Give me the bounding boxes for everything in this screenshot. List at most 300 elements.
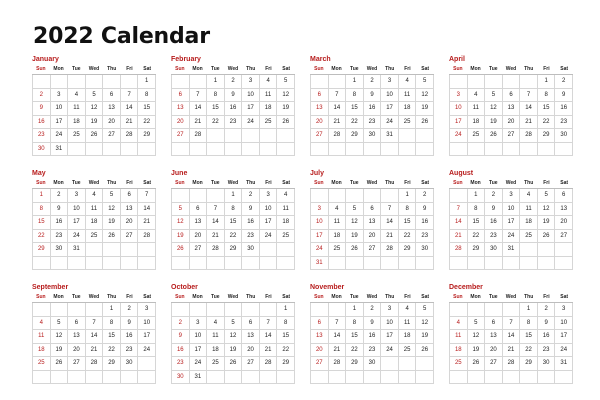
day-cell: 1 [468, 189, 486, 203]
month-october [171, 283, 295, 386]
day-cell: 27 [190, 243, 208, 257]
day-cell: 3 [51, 89, 69, 103]
day-cell: 6 [555, 189, 573, 203]
weekday-header [32, 65, 156, 75]
empty-cell [450, 189, 468, 203]
day-cell: 19 [468, 344, 486, 358]
day-cell: 26 [416, 344, 434, 358]
day-cell: 10 [381, 317, 399, 331]
empty-cell [86, 303, 104, 317]
empty-cell [121, 257, 139, 271]
day-cell: 19 [346, 230, 364, 244]
day-cell: 23 [51, 230, 69, 244]
empty-cell [555, 243, 573, 257]
weekday-label: Tue [72, 66, 81, 72]
day-cell: 20 [190, 230, 208, 244]
day-cell: 30 [33, 143, 51, 157]
day-cell: 6 [172, 89, 190, 103]
day-cell: 25 [399, 116, 417, 130]
day-cell: 14 [329, 330, 347, 344]
day-cell: 21 [381, 230, 399, 244]
day-cell: 23 [485, 230, 503, 244]
empty-cell [242, 303, 260, 317]
weekday-header [310, 179, 434, 189]
day-cell: 24 [190, 357, 208, 371]
day-cell: 16 [364, 102, 382, 116]
day-cell: 3 [311, 203, 329, 217]
day-cell: 15 [33, 216, 51, 230]
day-cell: 4 [207, 317, 225, 331]
empty-cell [207, 143, 225, 157]
day-cell: 28 [329, 357, 347, 371]
weekday-label: Tue [211, 180, 220, 186]
day-cell: 29 [225, 243, 243, 257]
day-cell: 7 [503, 317, 521, 331]
empty-cell [503, 143, 521, 157]
day-cell: 1 [346, 303, 364, 317]
day-cell: 17 [138, 330, 156, 344]
weekday-header [449, 65, 573, 75]
day-cell: 8 [399, 203, 417, 217]
empty-cell [416, 143, 434, 157]
day-cell: 29 [346, 129, 364, 143]
day-cell: 12 [103, 203, 121, 217]
weekday-label: Sat [560, 180, 569, 186]
day-cell: 6 [103, 89, 121, 103]
empty-cell [503, 75, 521, 89]
day-cell: 28 [121, 129, 139, 143]
day-cell: 3 [242, 75, 260, 89]
weekday-label: Wed [88, 294, 100, 300]
weekday-label: Mon [470, 66, 481, 72]
weekday-label: Fri [126, 180, 133, 186]
empty-cell [103, 371, 121, 385]
day-cell: 29 [277, 357, 295, 371]
empty-cell [172, 257, 190, 271]
day-cell: 26 [485, 129, 503, 143]
day-cell: 29 [538, 129, 556, 143]
day-cell: 27 [503, 129, 521, 143]
day-cell: 2 [225, 75, 243, 89]
empty-cell [277, 129, 295, 143]
day-cell: 17 [68, 216, 86, 230]
day-cell: 9 [242, 203, 260, 217]
day-cell: 16 [485, 216, 503, 230]
day-cell: 5 [225, 317, 243, 331]
day-cell: 15 [399, 216, 417, 230]
day-cell: 3 [555, 303, 573, 317]
day-cell: 2 [33, 89, 51, 103]
day-cell: 19 [416, 330, 434, 344]
day-cell: 14 [190, 102, 208, 116]
weekday-label: Tue [489, 180, 498, 186]
empty-cell [450, 143, 468, 157]
day-cell: 26 [51, 357, 69, 371]
empty-cell [207, 129, 225, 143]
month-january [32, 55, 156, 158]
day-cell: 30 [51, 243, 69, 257]
weekday-label: Sat [421, 180, 430, 186]
empty-cell [260, 129, 278, 143]
day-cell: 1 [138, 75, 156, 89]
weekday-label: Mon [53, 66, 64, 72]
weekday-label: Wed [227, 180, 239, 186]
empty-cell [190, 143, 208, 157]
day-cell: 5 [538, 189, 556, 203]
weekday-label: Fri [126, 294, 133, 300]
empty-cell [485, 75, 503, 89]
month-november [310, 283, 434, 386]
empty-cell [121, 143, 139, 157]
empty-cell [103, 75, 121, 89]
day-cell: 13 [68, 330, 86, 344]
empty-cell [399, 371, 417, 385]
day-cell: 10 [190, 330, 208, 344]
day-cell: 26 [468, 357, 486, 371]
day-cell: 19 [172, 230, 190, 244]
weekday-label: Sat [143, 180, 152, 186]
day-cell: 24 [242, 116, 260, 130]
day-cell: 12 [277, 89, 295, 103]
weekday-label: Sun [175, 294, 185, 300]
empty-cell [468, 303, 486, 317]
day-cell: 9 [33, 102, 51, 116]
day-cell: 10 [381, 89, 399, 103]
empty-cell [86, 243, 104, 257]
day-cell: 27 [242, 357, 260, 371]
empty-cell [329, 75, 347, 89]
weekday-label: Mon [331, 66, 342, 72]
day-cell: 14 [520, 102, 538, 116]
weekday-label: Wed [366, 66, 378, 72]
empty-cell [138, 371, 156, 385]
empty-cell [190, 303, 208, 317]
empty-cell [51, 371, 69, 385]
weekday-label: Thu [524, 294, 534, 300]
day-cell: 5 [86, 89, 104, 103]
empty-cell [242, 257, 260, 271]
days-grid [310, 303, 434, 384]
weekday-label: Sun [453, 66, 463, 72]
empty-cell [68, 257, 86, 271]
day-cell: 26 [103, 230, 121, 244]
day-cell: 17 [190, 344, 208, 358]
weekday-label: Thu [107, 66, 117, 72]
day-cell: 26 [416, 116, 434, 130]
day-cell: 13 [172, 102, 190, 116]
day-cell: 4 [68, 89, 86, 103]
day-cell: 19 [225, 344, 243, 358]
weekday-label: Wed [505, 66, 517, 72]
day-cell: 29 [346, 357, 364, 371]
day-cell: 16 [121, 330, 139, 344]
empty-cell [260, 143, 278, 157]
day-cell: 6 [311, 89, 329, 103]
day-cell: 30 [416, 243, 434, 257]
day-cell: 1 [538, 75, 556, 89]
day-cell: 7 [86, 317, 104, 331]
day-cell: 30 [485, 243, 503, 257]
weekday-label: Fri [404, 294, 411, 300]
empty-cell [33, 257, 51, 271]
weekday-label: Tue [211, 66, 220, 72]
empty-cell [381, 357, 399, 371]
empty-cell [103, 257, 121, 271]
empty-cell [520, 243, 538, 257]
day-cell: 28 [207, 243, 225, 257]
day-cell: 16 [555, 102, 573, 116]
day-cell: 6 [121, 189, 139, 203]
day-cell: 2 [172, 317, 190, 331]
day-cell: 19 [416, 102, 434, 116]
weekday-label: Mon [192, 66, 203, 72]
day-cell: 17 [450, 116, 468, 130]
weekday-label: Mon [470, 294, 481, 300]
weekday-label: Thu [246, 66, 256, 72]
day-cell: 21 [329, 344, 347, 358]
day-cell: 6 [364, 203, 382, 217]
day-cell: 30 [121, 357, 139, 371]
day-cell: 20 [503, 116, 521, 130]
day-cell: 21 [260, 344, 278, 358]
empty-cell [381, 143, 399, 157]
day-cell: 15 [207, 102, 225, 116]
days-grid [449, 189, 573, 270]
empty-cell [311, 371, 329, 385]
day-cell: 8 [277, 317, 295, 331]
day-cell: 28 [450, 243, 468, 257]
page-title: 2022 Calendar [33, 24, 210, 49]
day-cell: 21 [329, 116, 347, 130]
day-cell: 5 [346, 203, 364, 217]
month-name: December [449, 284, 483, 291]
day-cell: 7 [190, 89, 208, 103]
weekday-label: Tue [489, 294, 498, 300]
day-cell: 15 [138, 102, 156, 116]
day-cell: 4 [33, 317, 51, 331]
empty-cell [172, 303, 190, 317]
empty-cell [399, 143, 417, 157]
month-name: July [310, 170, 325, 177]
empty-cell [450, 257, 468, 271]
day-cell: 28 [381, 243, 399, 257]
day-cell: 5 [485, 89, 503, 103]
day-cell: 30 [364, 357, 382, 371]
day-cell: 3 [503, 189, 521, 203]
weekday-label: Mon [331, 180, 342, 186]
empty-cell [555, 143, 573, 157]
empty-cell [207, 257, 225, 271]
weekday-label: Wed [366, 180, 378, 186]
days-grid [310, 189, 434, 270]
day-cell: 20 [555, 216, 573, 230]
empty-cell [86, 143, 104, 157]
day-cell: 19 [277, 102, 295, 116]
day-cell: 8 [520, 317, 538, 331]
weekday-label: Sat [282, 66, 291, 72]
day-cell: 1 [399, 189, 417, 203]
day-cell: 3 [381, 75, 399, 89]
day-cell: 30 [555, 129, 573, 143]
day-cell: 26 [225, 357, 243, 371]
day-cell: 29 [33, 243, 51, 257]
weekday-label: Fri [543, 294, 550, 300]
month-may [32, 169, 156, 272]
month-name: May [32, 170, 46, 177]
weekday-label: Thu [385, 66, 395, 72]
empty-cell [242, 129, 260, 143]
day-cell: 15 [103, 330, 121, 344]
day-cell: 8 [346, 89, 364, 103]
day-cell: 5 [172, 203, 190, 217]
empty-cell [51, 303, 69, 317]
day-cell: 27 [311, 357, 329, 371]
empty-cell [555, 257, 573, 271]
day-cell: 17 [503, 216, 521, 230]
day-cell: 15 [346, 330, 364, 344]
empty-cell [329, 257, 347, 271]
day-cell: 14 [121, 102, 139, 116]
day-cell: 12 [416, 317, 434, 331]
empty-cell [468, 371, 486, 385]
weekday-label: Fri [404, 66, 411, 72]
day-cell: 11 [260, 89, 278, 103]
empty-cell [51, 75, 69, 89]
day-cell: 10 [503, 203, 521, 217]
days-grid [449, 303, 573, 384]
empty-cell [225, 257, 243, 271]
empty-cell [51, 257, 69, 271]
day-cell: 24 [381, 344, 399, 358]
day-cell: 23 [538, 344, 556, 358]
month-name: October [171, 284, 198, 291]
day-cell: 22 [468, 230, 486, 244]
day-cell: 12 [51, 330, 69, 344]
day-cell: 31 [555, 357, 573, 371]
weekday-header [310, 293, 434, 303]
day-cell: 4 [277, 189, 295, 203]
day-cell: 14 [260, 330, 278, 344]
day-cell: 13 [364, 216, 382, 230]
day-cell: 9 [416, 203, 434, 217]
empty-cell [538, 243, 556, 257]
day-cell: 5 [103, 189, 121, 203]
day-cell: 18 [399, 102, 417, 116]
day-cell: 19 [86, 116, 104, 130]
day-cell: 7 [329, 89, 347, 103]
day-cell: 22 [520, 344, 538, 358]
day-cell: 11 [399, 317, 417, 331]
day-cell: 1 [520, 303, 538, 317]
empty-cell [138, 143, 156, 157]
day-cell: 11 [68, 102, 86, 116]
day-cell: 25 [520, 230, 538, 244]
days-grid [310, 75, 434, 156]
weekday-header [171, 65, 295, 75]
day-cell: 16 [51, 216, 69, 230]
day-cell: 22 [399, 230, 417, 244]
day-cell: 17 [260, 216, 278, 230]
day-cell: 12 [346, 216, 364, 230]
day-cell: 26 [277, 116, 295, 130]
weekday-label: Tue [72, 180, 81, 186]
empty-cell [364, 371, 382, 385]
weekday-label: Sat [560, 294, 569, 300]
day-cell: 12 [172, 216, 190, 230]
day-cell: 1 [103, 303, 121, 317]
empty-cell [68, 371, 86, 385]
day-cell: 13 [555, 203, 573, 217]
empty-cell [207, 371, 225, 385]
day-cell: 1 [207, 75, 225, 89]
day-cell: 18 [450, 344, 468, 358]
empty-cell [103, 243, 121, 257]
day-cell: 4 [260, 75, 278, 89]
day-cell: 15 [520, 330, 538, 344]
day-cell: 9 [485, 203, 503, 217]
weekday-label: Sat [282, 294, 291, 300]
day-cell: 27 [485, 357, 503, 371]
day-cell: 2 [121, 303, 139, 317]
weekday-label: Fri [543, 66, 550, 72]
day-cell: 24 [450, 129, 468, 143]
day-cell: 13 [190, 216, 208, 230]
empty-cell [277, 243, 295, 257]
weekday-label: Wed [88, 180, 100, 186]
day-cell: 11 [329, 216, 347, 230]
empty-cell [450, 371, 468, 385]
day-cell: 16 [416, 216, 434, 230]
day-cell: 12 [86, 102, 104, 116]
day-cell: 13 [121, 203, 139, 217]
month-february [171, 55, 295, 158]
day-cell: 24 [311, 243, 329, 257]
day-cell: 17 [51, 116, 69, 130]
empty-cell [33, 75, 51, 89]
day-cell: 3 [260, 189, 278, 203]
days-grid [32, 189, 156, 270]
day-cell: 24 [555, 344, 573, 358]
empty-cell [329, 143, 347, 157]
day-cell: 10 [555, 317, 573, 331]
day-cell: 17 [242, 102, 260, 116]
day-cell: 4 [399, 75, 417, 89]
day-cell: 14 [138, 203, 156, 217]
empty-cell [346, 371, 364, 385]
empty-cell [520, 257, 538, 271]
empty-cell [381, 257, 399, 271]
weekday-label: Sat [421, 66, 430, 72]
day-cell: 20 [68, 344, 86, 358]
day-cell: 2 [555, 75, 573, 89]
empty-cell [485, 303, 503, 317]
day-cell: 28 [329, 129, 347, 143]
day-cell: 4 [329, 203, 347, 217]
empty-cell [329, 303, 347, 317]
day-cell: 17 [311, 230, 329, 244]
day-cell: 7 [381, 203, 399, 217]
weekday-header [32, 179, 156, 189]
month-name: April [449, 56, 465, 63]
empty-cell [468, 257, 486, 271]
month-april [449, 55, 573, 158]
day-cell: 17 [381, 102, 399, 116]
day-cell: 23 [416, 230, 434, 244]
day-cell: 21 [503, 344, 521, 358]
day-cell: 18 [33, 344, 51, 358]
days-grid [449, 75, 573, 156]
day-cell: 25 [68, 129, 86, 143]
